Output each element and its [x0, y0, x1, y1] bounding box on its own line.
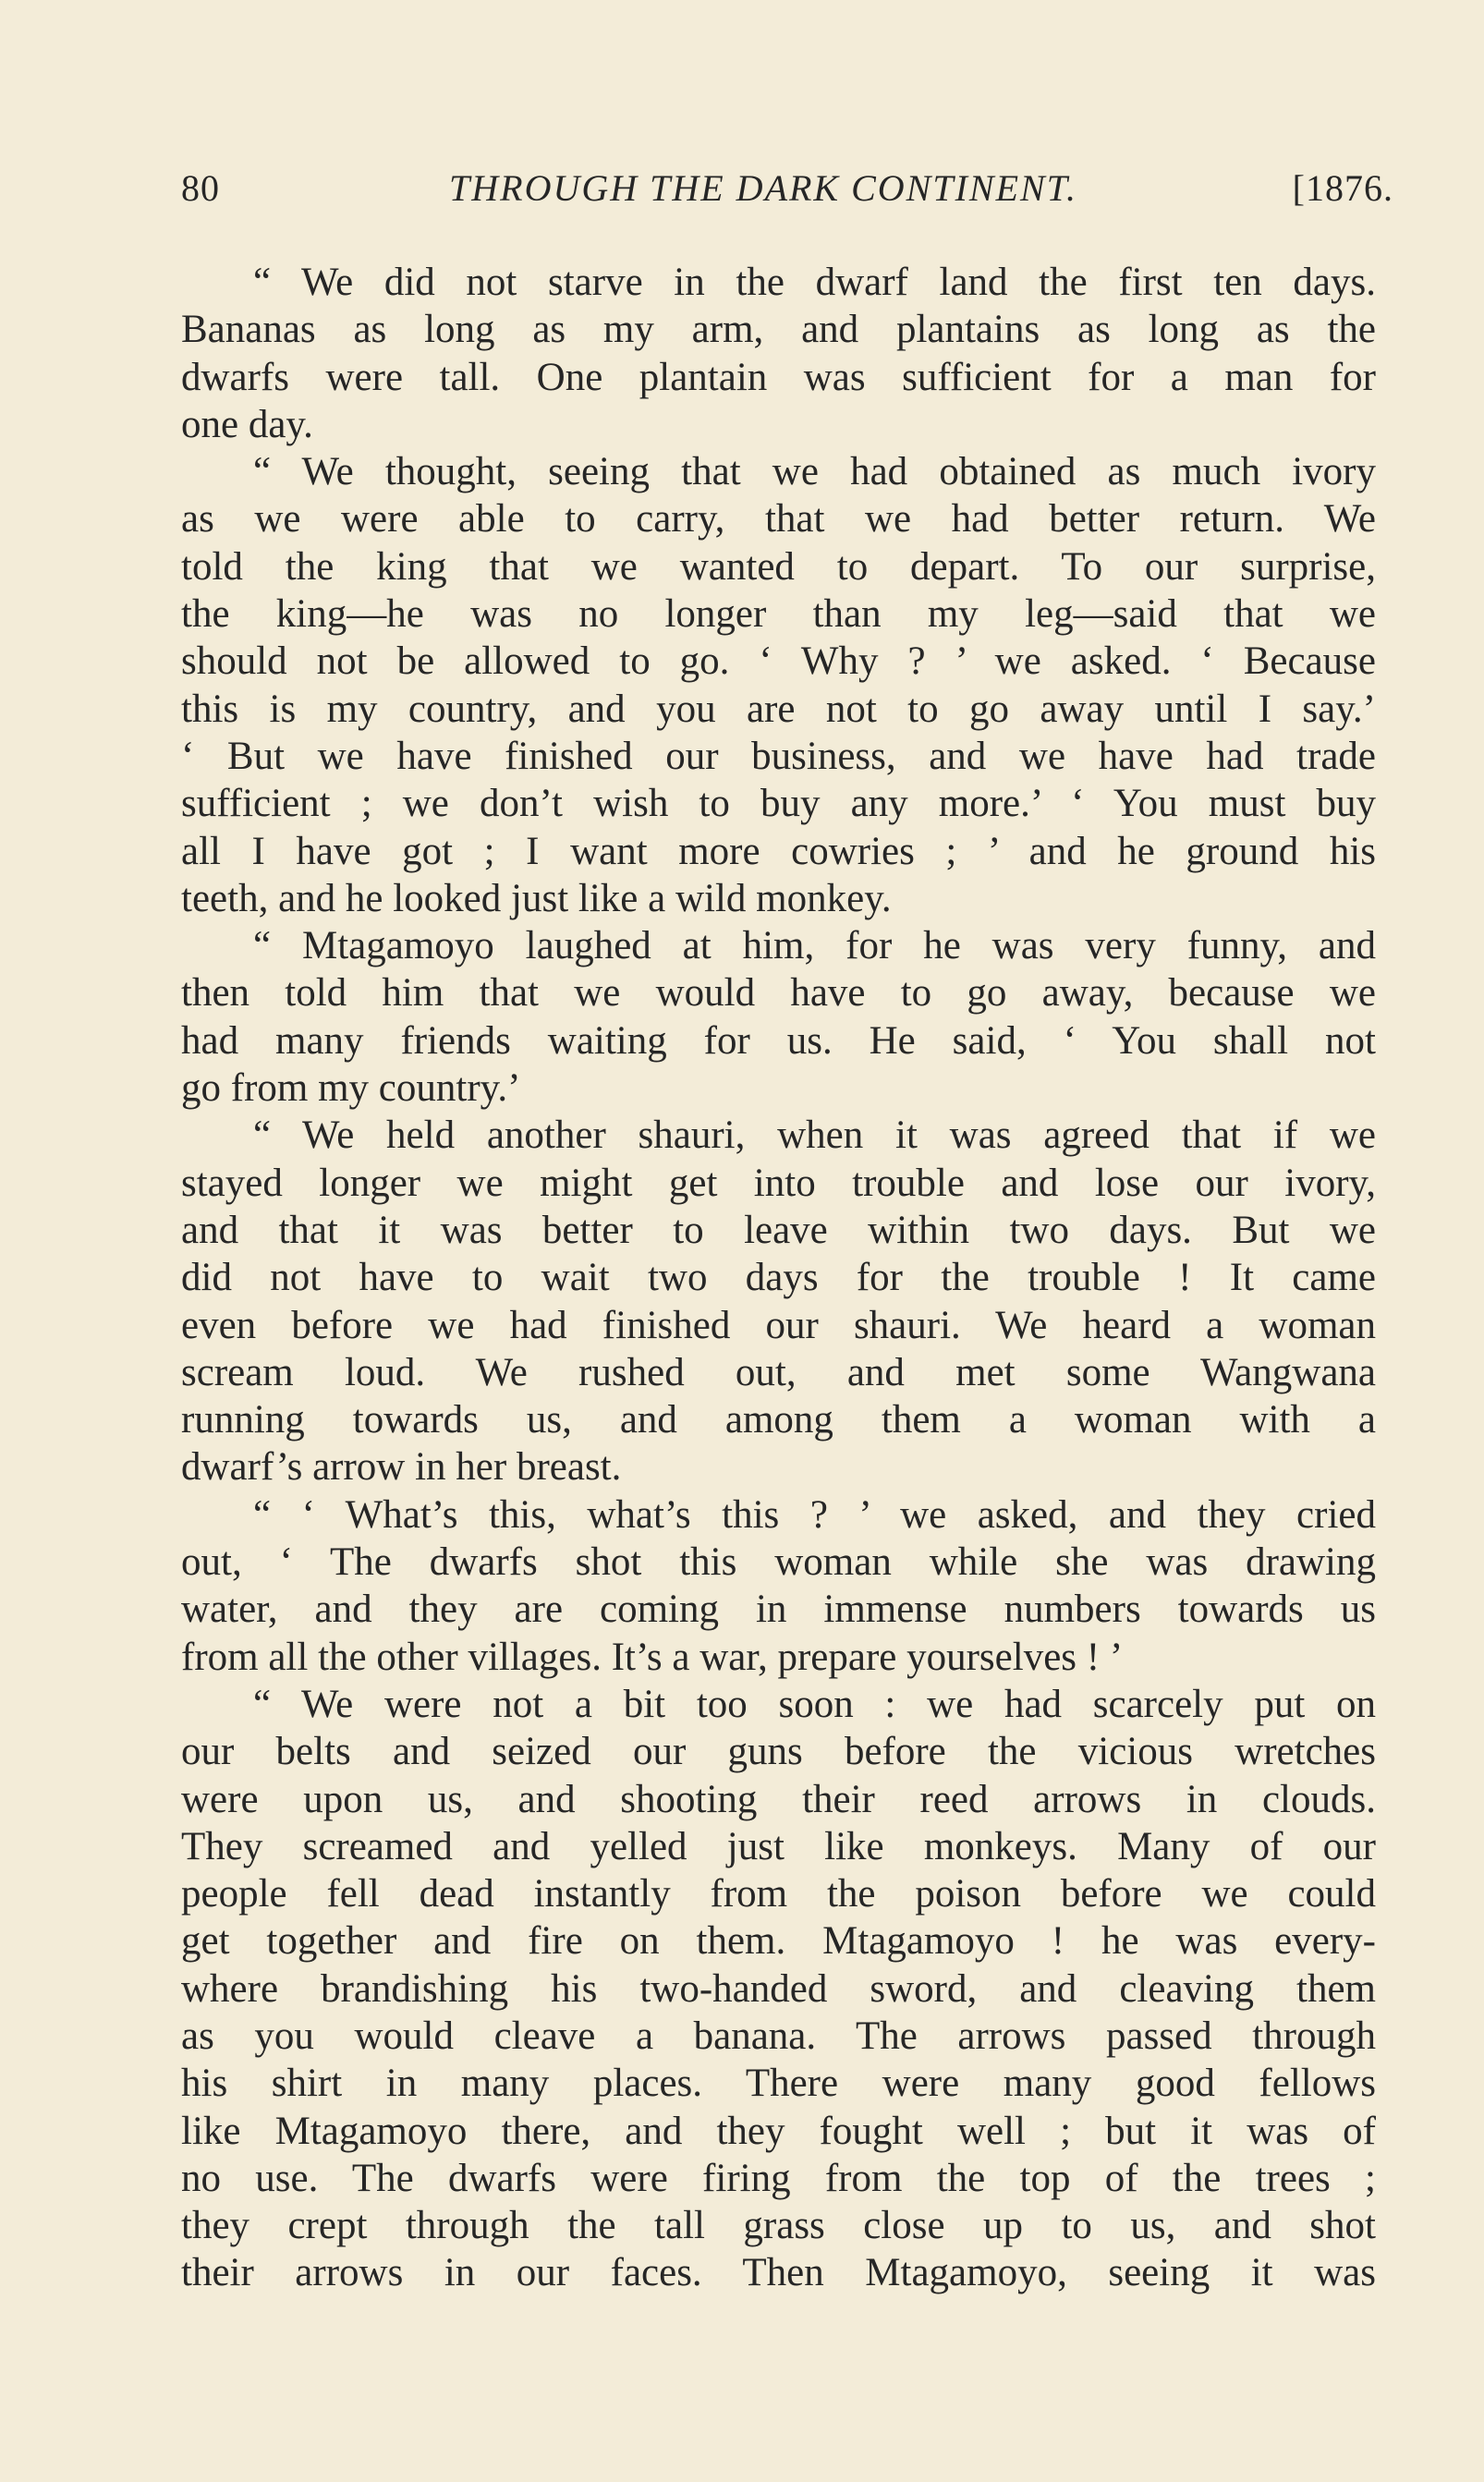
text-line: as you would cleave a banana. The arrows passed through [181, 2014, 1376, 2058]
text-line: water, and they are coming in immense numbers towards us [181, 1588, 1376, 1632]
text-line: They screamed and yelled just like monkeys. Many of our [181, 1824, 1376, 1868]
text-line: as we were able to carry, that we had better return. We [181, 497, 1376, 541]
text-line: scream loud. We rushed out, and met some Wangwana [181, 1350, 1376, 1394]
text-line: from all the other villages. It’s a war, prepare yourselves ! ’ [181, 1635, 1124, 1679]
text-line: running towards us, and among them a woman with a [181, 1398, 1376, 1442]
text-line: their arrows in our faces. Then Mtagamoyo, seeing it was [181, 2251, 1376, 2295]
text-line: they crept through the tall grass close up to us, and shot [181, 2204, 1376, 2248]
text-line: this is my country, and you are not to go away until I say.’ [181, 687, 1376, 731]
text-line: where brandishing his two-handed sword, and cleaving them [181, 1966, 1376, 2011]
text-line: sufficient ; we don’t wish to buy any more.’ ‘ You must buy [181, 782, 1376, 826]
text-line: people fell dead instantly from the poison before we could [181, 1872, 1376, 1916]
text-line: “ We were not a bit too soon : we had scarcely put on [253, 1682, 1376, 1726]
text-line: the king—he was no longer than my leg—said that we [181, 592, 1376, 637]
text-line: all I have got ; I want more cowries ; ’ and he ground his [181, 829, 1376, 873]
text-line: teeth, and he looked just like a wild monkey. [181, 876, 892, 920]
text-line: “ ‘ What’s this, what’s this ? ’ we asked, and they cried [253, 1492, 1376, 1537]
text-line: like Mtagamoyo there, and they fought well ; but it was of [181, 2109, 1376, 2153]
body-text [181, 259, 1376, 2297]
text-line: “ We held another shauri, when it was agreed that if we [253, 1113, 1376, 1158]
text-line: one day. [181, 402, 313, 446]
text-line: ‘ But we have finished our business, and we have had trade [181, 734, 1376, 778]
text-line: out, ‘ The dwarfs shot this woman while she was drawing [181, 1540, 1376, 1585]
text-line: should not be allowed to go. ‘ Why ? ’ we asked. ‘ Because [181, 639, 1376, 684]
text-line: dwarf’s arrow in her breast. [181, 1445, 622, 1490]
text-line: get together and fire on them. Mtagamoyo ! he was every- [181, 1919, 1376, 1964]
text-line: “ Mtagamoyo laughed at him, for he was very funny, and [253, 924, 1376, 968]
text-line: no use. The dwarfs were firing from the top of the trees ; [181, 2156, 1376, 2200]
running-title: THROUGH THE DARK CONTINENT. [449, 167, 1077, 209]
text-line: were upon us, and shooting their reed arrows in clouds. [181, 1777, 1376, 1821]
text-line: “ We thought, seeing that we had obtained as much ivory [253, 450, 1376, 494]
text-line: dwarfs were tall. One plantain was sufficient for a man for [181, 355, 1376, 399]
text-line: stayed longer we might get into trouble and lose our ivory, [181, 1161, 1376, 1205]
text-line: our belts and seized our guns before the vicious wretches [181, 1730, 1376, 1774]
text-line: his shirt in many places. There were many good fellows [181, 2062, 1376, 2106]
page-number: 80 [181, 167, 220, 209]
text-line: did not have to wait two days for the trouble ! It came [181, 1256, 1376, 1300]
running-year: [1876. [1292, 167, 1393, 209]
text-line: Bananas as long as my arm, and plantains as long as the [181, 308, 1376, 352]
text-line: “ We did not starve in the dwarf land the first ten days. [253, 261, 1376, 304]
text-line: told the king that we wanted to depart. To our surprise, [181, 544, 1376, 589]
text-line: even before we had finished our shauri. We heard a woman [181, 1303, 1376, 1347]
running-head [181, 161, 1393, 216]
text-line: and that it was better to leave within two days. But we [181, 1208, 1376, 1252]
text-line: then told him that we would have to go away, because we [181, 971, 1376, 1016]
text-line: go from my country.’ [181, 1066, 521, 1111]
text-line: had many friends waiting for us. He said, ‘ You shall not [181, 1018, 1376, 1063]
